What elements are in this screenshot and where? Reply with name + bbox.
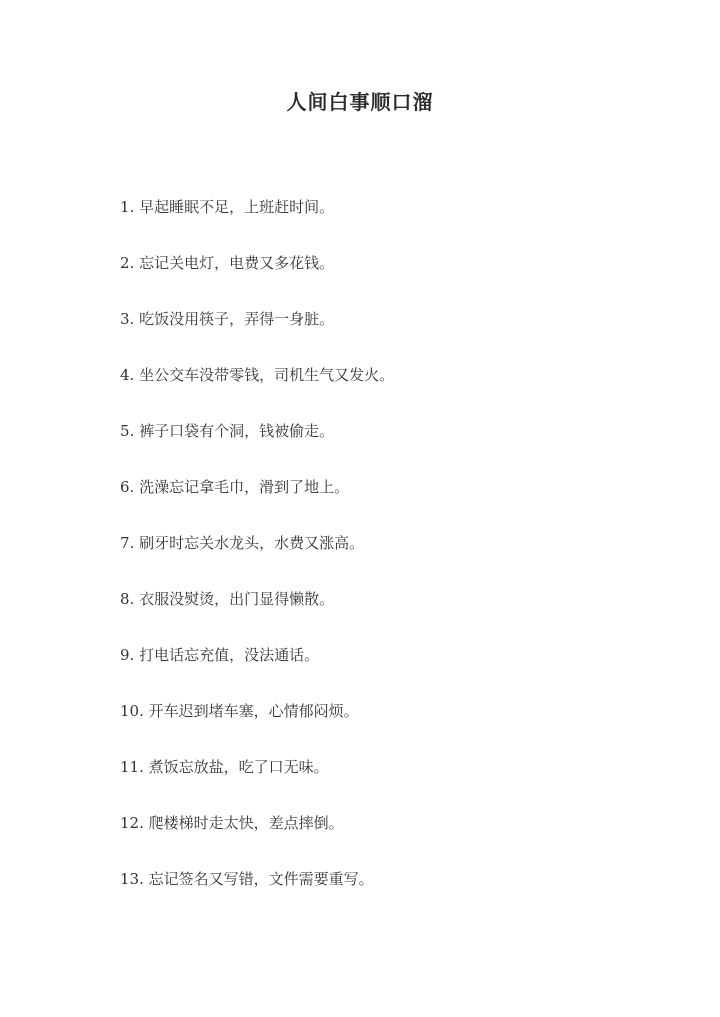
list-item: 2. 忘记关电灯，电费又多花钱。 [120, 254, 335, 272]
list-item: 5. 裤子口袋有个洞，钱被偷走。 [120, 422, 335, 440]
list-item: 12. 爬楼梯时走太快，差点摔倒。 [120, 814, 344, 832]
list-item: 6. 洗澡忘记拿毛巾，滑到了地上。 [120, 478, 350, 496]
list-item: 4. 坐公交车没带零钱，司机生气又发火。 [120, 366, 395, 384]
list-item: 1. 早起睡眠不足，上班赶时间。 [120, 198, 335, 216]
list-item: 11. 煮饭忘放盐，吃了口无味。 [120, 758, 329, 776]
list-item: 3. 吃饭没用筷子，弄得一身脏。 [120, 310, 335, 328]
document-title: 人间白事顺口溜 [286, 90, 434, 114]
list-item: 9. 打电话忘充值，没法通话。 [120, 646, 320, 664]
list-item: 7. 刷牙时忘关水龙头，水费又涨高。 [120, 534, 365, 552]
list-item: 13. 忘记签名又写错，文件需要重写。 [120, 870, 374, 888]
rhyme-list [120, 195, 660, 923]
list-item: 10. 开车迟到堵车塞，心情郁闷烦。 [120, 702, 359, 720]
list-item: 8. 衣服没熨烫，出门显得懒散。 [120, 590, 335, 608]
